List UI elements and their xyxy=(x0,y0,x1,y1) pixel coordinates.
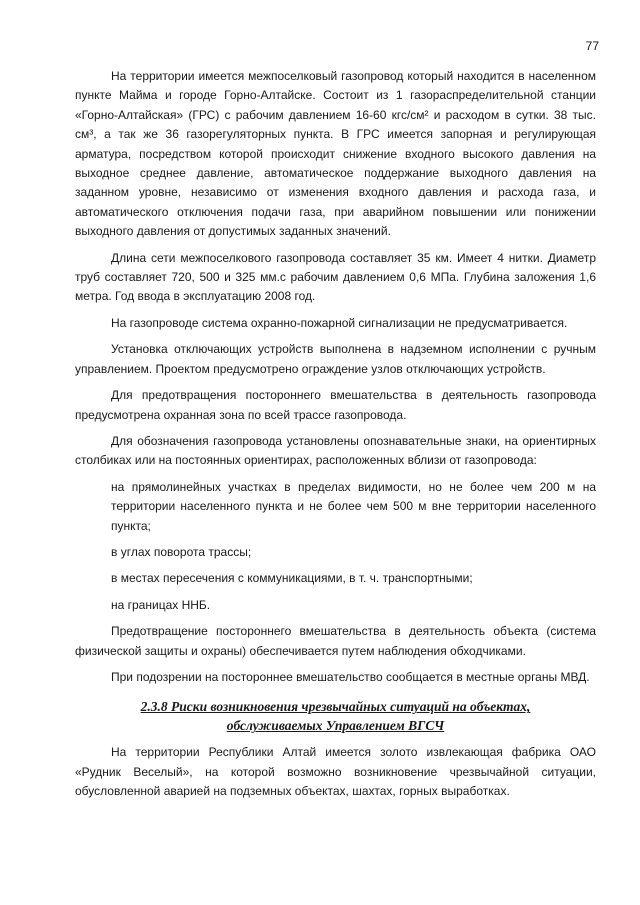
paragraph: При подозрении на постороннее вмешательство сообщается в местные органы МВД. xyxy=(111,669,590,684)
list-item: в местах пересечения с коммуникациями, в т. ч. транспортными; xyxy=(111,571,473,586)
document-body xyxy=(75,67,596,809)
paragraph: Установка отключающих устройств выполнена в надземном исполнении с ручным управлением. Проектом предусмотрено ограждение узлов отключающих устройств. xyxy=(75,342,596,376)
paragraph: На территории имеется межпоселковый газопровод который находится в населенном пункте Майма и городе Горно-Алтайске. Состоит из 1 газораспределительной станции «Горно-Алтайская» (ГРС) с рабочим давлением 16-60 кгс/см² и расходом в сутки. 38 тыс. см³, а так же 36 газорегуляторных пункта. В ГРС имеется запорная и регулирующая арматура, посредством которой происходит снижение входного высокого давления на выходное среднее давление, автоматическое поддержание выходного давления на заданном уровне, независимо от изменения входного давления и расхода газа, и автоматического отключения подачи газа, при аварийном повышении или понижении выходного давления от допустимых заданных значений. xyxy=(75,69,596,239)
paragraph: На территории Республики Алтай имеется золото извлекающая фабрика ОАО «Рудник Веселый», на которой возможно возникновение чрезвычайной ситуации, обусловленной аварией на подземных объектах, шахтах, горных выработках. xyxy=(75,745,596,799)
list-item: на прямолинейных участках в пределах видимости, но не более чем 200 м на территории населенного пункта и не более чем 500 м вне территории населенного пункта; xyxy=(111,479,596,533)
page-number: 77 xyxy=(585,39,599,53)
paragraph: На газопроводе система охранно-пожарной сигнализации не предусматривается. xyxy=(111,315,568,330)
paragraph: Предотвращение постороннего вмешательства в деятельность объекта (система физической защиты и охраны) обеспечивается путем наблюдения обходчиками. xyxy=(75,624,596,658)
paragraph: Для предотвращения постороннего вмешательства в деятельность газопровода предусмотрена охранная зона по всей трассе газопровода. xyxy=(75,388,596,422)
paragraph: Для обозначения газопровода установлены опознавательные знаки, на ориентирных столбиках или на постоянных ориентирах, расположенных вблизи от газопровода: xyxy=(75,433,596,468)
section-heading: 2.3.8 Риски возникновения чрезвычайных ситуаций на объектах, обслуживаемых Управлением ВГСЧ xyxy=(140,699,531,734)
list-item: на границах ННБ. xyxy=(111,597,211,612)
list-item: в углах поворота трассы; xyxy=(111,544,252,559)
paragraph: Длина сети межпоселкового газопровода составляет 35 км. Имеет 4 нитки. Диаметр труб составляет 720, 500 и 325 мм.с рабочим давлением 0,6 МПа. Глубина заложения 1,6 метра. Год ввода в эксплуатацию 2008 год. xyxy=(75,250,596,304)
